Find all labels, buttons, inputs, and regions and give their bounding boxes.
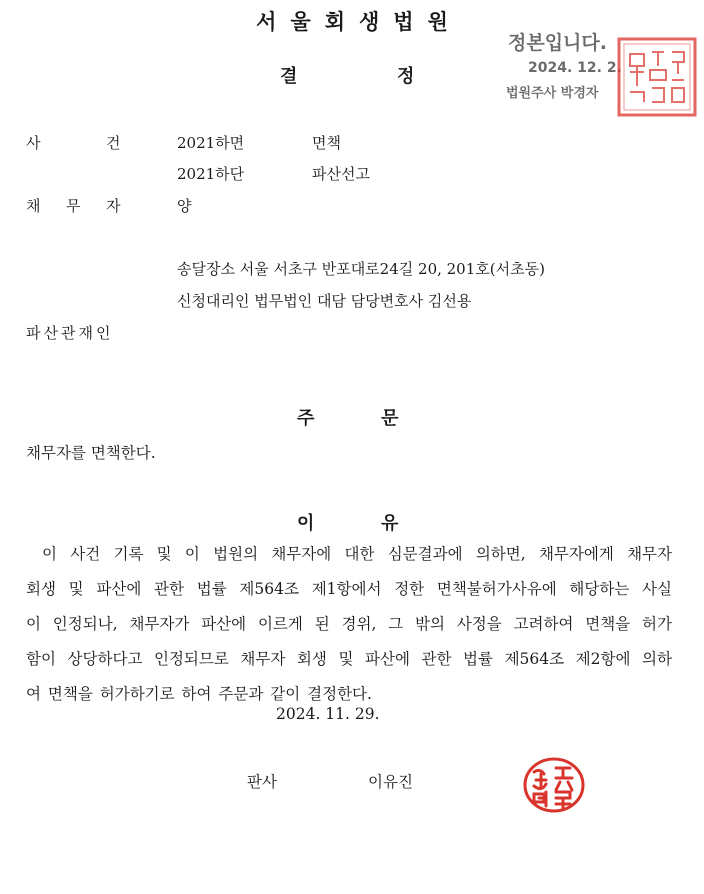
debtor-name: 양: [177, 197, 192, 215]
debtor-label-char-3: 자: [106, 197, 121, 215]
judge-title: 판사: [247, 773, 277, 791]
court-name: 서울회생법원: [256, 9, 462, 34]
certified-copy-stamp: [500, 24, 700, 124]
certified-copy-title: 정본입니다.: [508, 32, 607, 54]
reasons-heading-char-2: 유: [381, 513, 399, 534]
case-label-char-2: 건: [106, 134, 121, 152]
reasons-line: 이 사건 기록 및 이 법원의 채무자에 대한 심문결과에 의하면, 채무자에게 채무자: [42, 545, 672, 563]
judge-name: 이유진: [368, 773, 413, 791]
case-number-1: 2021하면: [177, 134, 245, 152]
case-label-char-1: 사: [26, 134, 41, 152]
certified-copy-date: 2024. 12. 2.: [528, 60, 622, 76]
clerk-seal-icon: [616, 36, 698, 118]
case-name-2: 파산선고: [312, 165, 370, 183]
reasons-paragraph: [26, 537, 672, 712]
reasons-line: 함이 상당하다고 인정되므로 채무자 회생 및 파산에 관한 법률 제564조 제2항에 의하: [26, 650, 672, 668]
decision-date: 2024. 11. 29.: [276, 705, 380, 723]
reasons-line: 여 면책을 허가하기로 하여 주문과 같이 결정한다.: [26, 685, 372, 703]
reasons-line: 회생 및 파산에 관한 법률 제564조 제1항에서 정한 면책불허가사유에 해당하는 사실: [26, 580, 672, 598]
reasons-heading-char-1: 이: [297, 513, 315, 534]
order-heading-char-2: 문: [381, 408, 399, 429]
debtor-label-char-1: 채: [26, 197, 41, 215]
reasons-line: 이 인정되나, 채무자가 파산에 이르게 된 경위, 그 밖의 사정을 고려하여 면책을 허가: [26, 615, 672, 633]
doc-type-char-1: 결: [280, 66, 298, 87]
order-text: 채무자를 면책한다.: [26, 444, 156, 462]
case-number-2: 2021하단: [177, 165, 245, 183]
representative: 신청대리인 법무법인 대담 담당변호사 김선용: [177, 292, 472, 310]
judge-seal-icon: [522, 756, 586, 814]
order-heading-char-1: 주: [297, 408, 315, 429]
debtor-label-char-2: 무: [66, 197, 81, 215]
certified-copy-clerk: 법원주사 박경자: [506, 86, 599, 101]
doc-type-char-2: 정: [397, 66, 415, 87]
case-name-1: 면책: [312, 134, 341, 152]
trustee-label: 파산관재인: [26, 324, 114, 342]
service-address: 송달장소 서울 서초구 반포대로24길 20, 201호(서초동): [177, 260, 545, 278]
